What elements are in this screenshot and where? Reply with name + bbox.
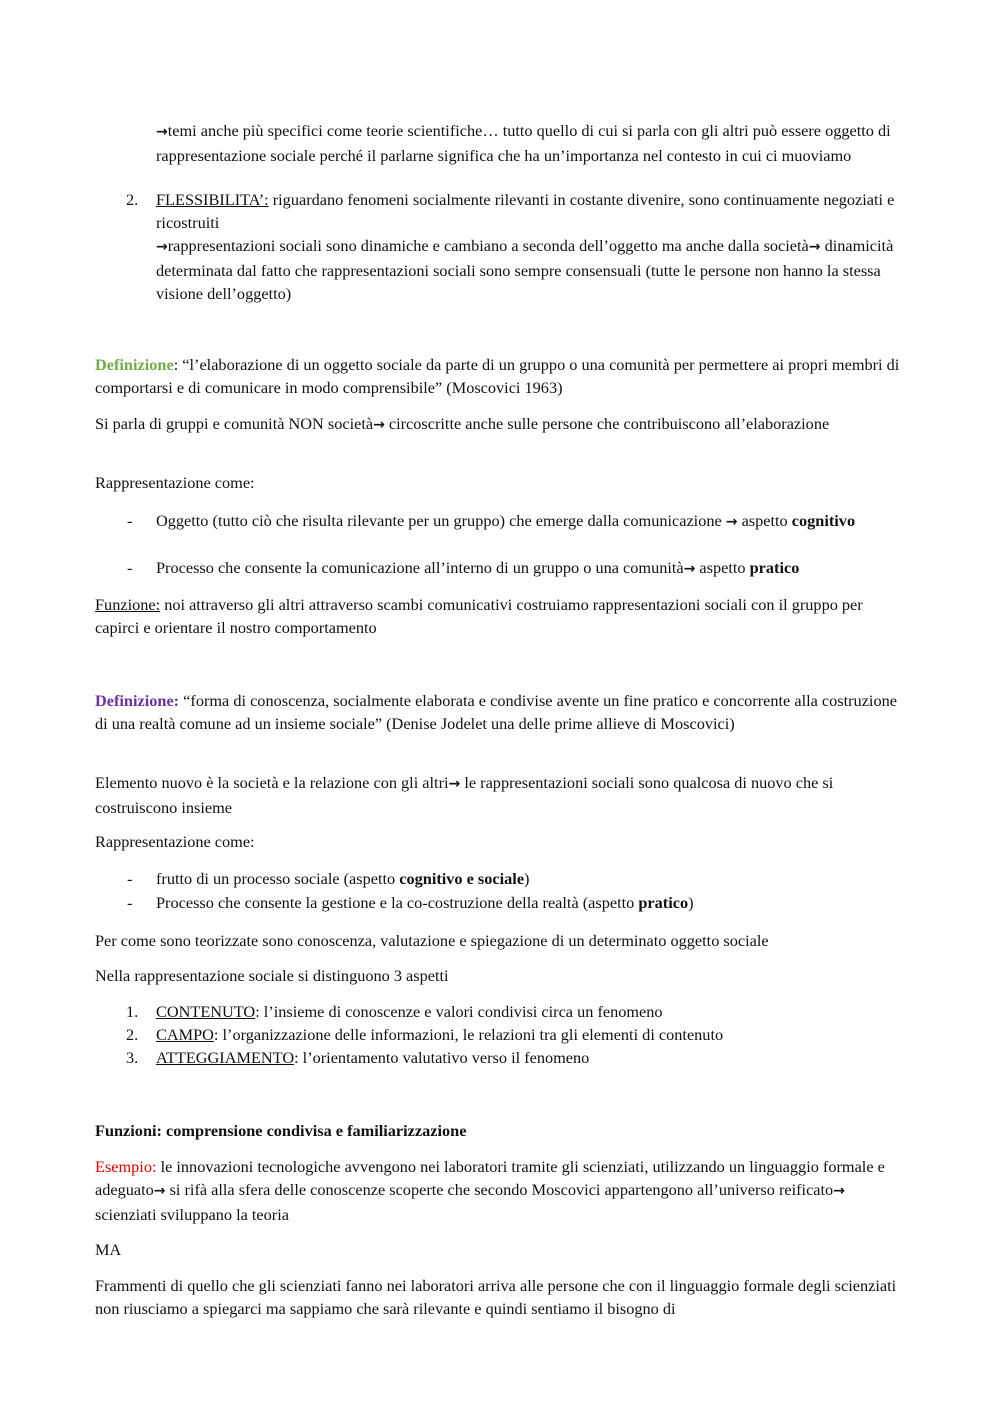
aspect-campo: CAMPO: l’organizzazione delle informazioni, le relazioni tra gli elementi di contenuto	[156, 1025, 724, 1044]
arrow-icon: →	[156, 124, 168, 140]
paragraph-aspetti: Nella rappresentazione sociale si distinguono 3 aspetti	[95, 966, 449, 985]
arrow-icon: →	[725, 514, 738, 530]
paragraph-frammenti: Frammenti di quello che gli scienziati fanno nei laboratori arriva alle persone che con il linguaggio formale degli scienziati non riusciamo a spiegarci ma sappiamo che sarà rilevante e quindi sentiamo il bisogno di	[95, 1276, 897, 1318]
paragraph-gruppi: Si parla di gruppi e comunità NON società→ circoscritte anche sulle persone che contribuiscono all’elaborazione	[95, 414, 830, 433]
arrow-icon: →	[153, 1183, 166, 1199]
arrow-icon: →	[156, 239, 168, 255]
paragraph-funzione: Funzione: noi attraverso gli altri attraverso scambi comunicativi costruiamo rappresentazioni sociali con il gruppo per capirci e orientare il nostro comportamento	[95, 595, 863, 637]
paragraph-esempio: Esempio: le innovazioni tecnologiche avvengono nei laboratori tramite gli scienziati, utilizzando un linguaggio formale e adeguato→ si rifà alla sfera delle conoscenze scoperte che secondo Moscovici appartengono all’universo reificato→ scienziati sviluppano la teoria	[95, 1157, 885, 1224]
list-item-flessibilita: FLESSIBILITA’: riguardano fenomeni socialmente rilevanti in costante divenire, sono continuamente negoziati e ricostruiti →rappresentazioni sociali sono dinamiche e cambiano a seconda dell’oggetto ma anche dalla società→ dinamicità determinata dal fatto che rappresentazioni sociali sono sempre consensuali (tutte le persone non hanno la stessa visione dell’oggetto)	[156, 190, 895, 303]
definition-jodelet: Definizione: “forma di conoscenza, socialmente elaborata e condivise avente un fine pratico e concorrente alla costruzione di una realtà comune ad un insieme sociale” (Denise Jodelet una delle prime allieve di Moscovici)	[95, 691, 897, 733]
arrow-icon: →	[373, 417, 385, 433]
bullet-dash: -	[127, 511, 133, 530]
bullet-processo-2: Processo che consente la gestione e la co-costruzione della realtà (aspetto pratico)	[156, 893, 694, 912]
arrow-icon: →	[683, 561, 696, 577]
paragraph-rappresentazione-2: Rappresentazione come:	[95, 832, 255, 851]
list-number: 2.	[126, 190, 139, 209]
aspect-contenuto: CONTENUTO: l’insieme di conoscenze e valori condivisi circa un fenomeno	[156, 1002, 663, 1021]
bullet-dash: -	[127, 893, 133, 912]
bullet-dash: -	[127, 558, 133, 577]
definition-moscovici: Definizione: “l’elaborazione di un oggetto sociale da parte di un gruppo o una comunità per permettere ai propri membri di comportarsi e di comunicare in modo comprensibile” (Moscovici 1963)	[95, 355, 900, 397]
arrow-icon: →	[808, 239, 821, 255]
paragraph-ma: MA	[95, 1240, 122, 1259]
aspect-atteggiamento: ATTEGGIAMENTO: l’orientamento valutativo verso il fenomeno	[156, 1048, 590, 1067]
list-continuation: →temi anche più specifici come teorie scientifiche… tutto quello di cui si parla con gli altri può essere oggetto di rappresentazione sociale perché il parlarne significa che ha un’importanza nel contesto in cui ci muoviamo	[156, 121, 891, 165]
arrow-icon: →	[448, 776, 461, 792]
section-heading-funzioni: Funzioni: comprensione condivisa e familiarizzazione	[95, 1121, 467, 1140]
bullet-frutto: frutto di un processo sociale (aspetto cognitivo e sociale)	[156, 869, 530, 888]
paragraph-teorizzate: Per come sono teorizzate sono conoscenza, valutazione e spiegazione di un determinato oggetto sociale	[95, 931, 769, 950]
list-number: 1.	[126, 1002, 139, 1021]
paragraph-elemento-nuovo: Elemento nuovo è la società e la relazione con gli altri→ le rappresentazioni sociali sono qualcosa di nuovo che si costruiscono insieme	[95, 773, 834, 817]
paragraph-rappresentazione: Rappresentazione come:	[95, 473, 255, 492]
list-number: 2.	[126, 1025, 139, 1044]
arrow-icon: →	[833, 1183, 845, 1199]
list-number: 3.	[126, 1048, 139, 1067]
bullet-dash: -	[127, 869, 133, 888]
bullet-oggetto: Oggetto (tutto ciò che risulta rilevante per un gruppo) che emerge dalla comunicazione → aspetto cognitivo	[156, 511, 856, 530]
bullet-processo: Processo che consente la comunicazione all’interno di un gruppo o una comunità→ aspetto pratico	[156, 558, 800, 577]
